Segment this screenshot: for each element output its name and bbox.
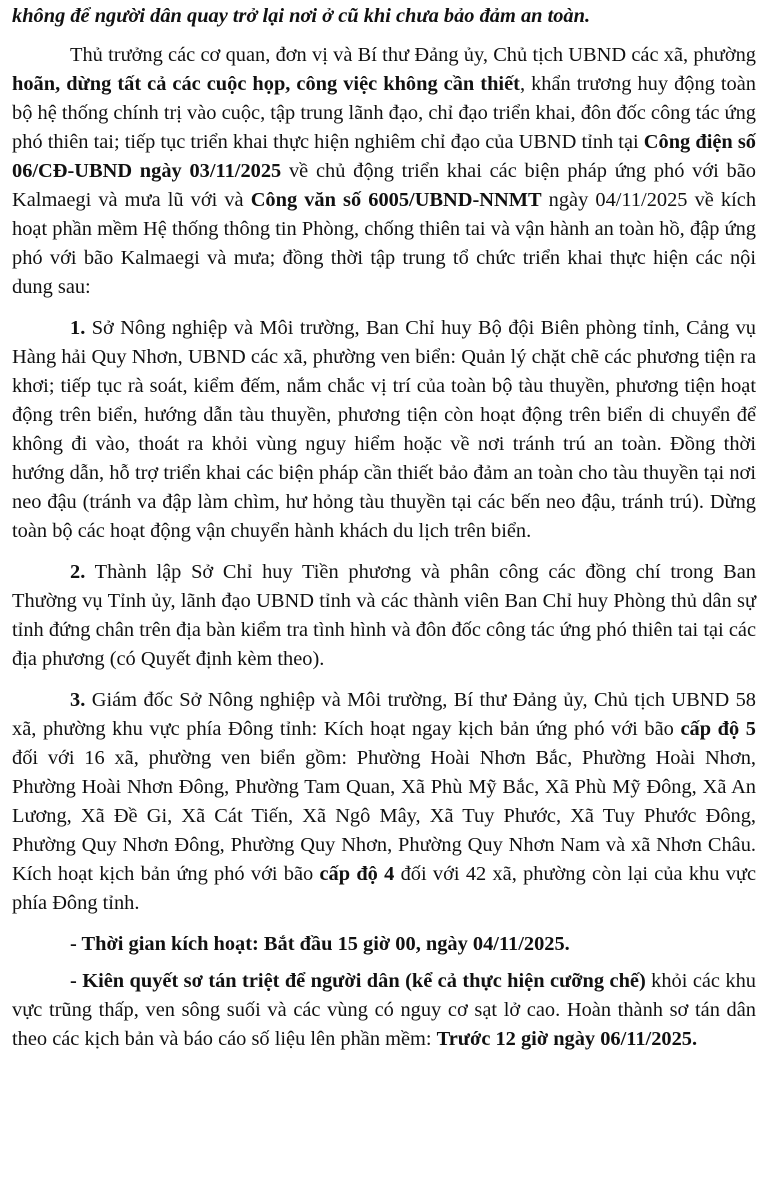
intro-bold-1: hoãn, dừng tất cả các cuộc họp, công việc không cần thiết — [12, 73, 520, 95]
intro-text-2: , khẩn trương huy động toàn bộ hệ thống chính trị vào cuộc, tập trung lãnh đạo, chỉ đạo triển khai, đôn đốc công tác ứng phó thiên tai; tiếp tục triển khai thực hiện nghiêm chỉ đạo của UBND tỉnh tại — [12, 73, 756, 153]
item-3-text-2: đối với 16 xã, phường ven biển gồm: Phường Hoài Nhơn Bắc, Phường Hoài Nhơn, Phường Hoài Nhơn Đông, Phường Tam Quan, Xã Phù Mỹ Bắc, Xã Phù Mỹ Đông, Xã An Lương, Xã Đề Gi, Xã Cát Tiến, Xã Ngô Mây, Xã Tuy Phước, Xã Tuy Phước Đông, Phường Quy Nhơn Đông, Phường Quy Nhơn, Phường Quy Nhơn Nam và xã Nhơn Châu. Kích hoạt kịch bản ứng phó với bão — [12, 747, 756, 885]
evacuation-deadline: Trước 12 giờ ngày 06/11/2025. — [436, 1028, 698, 1050]
activation-time-text: - Thời gian kích hoạt: Bắt đầu 15 giờ 00, ngày 04/11/2025. — [70, 933, 570, 955]
item-2-text: Thành lập Sở Chỉ huy Tiền phương và phân công các đồng chí trong Ban Thường vụ Tỉnh ủy, lãnh đạo UBND tỉnh và các thành viên Ban Chỉ huy Phòng thủ dân sự tỉnh đứng chân trên địa bàn kiểm tra tình hình và đôn đốc công tác ứng phó thiên tai tại các địa phương (có Quyết định kèm theo). — [12, 561, 756, 670]
paragraph-item-3 — [12, 686, 756, 918]
intro-bold-3: Công văn số 6005/UBND-NNMT — [250, 189, 542, 211]
item-3-bold-1: cấp độ 5 — [680, 718, 757, 740]
evacuation-text: khỏi các khu vực trũng thấp, ven sông suối và các vùng có nguy cơ sạt lở cao. Hoàn thành sơ tán dân theo các kịch bản và báo cáo số liệu lên phần mềm: — [12, 970, 756, 1050]
item-3-text-1: Giám đốc Sở Nông nghiệp và Môi trường, Bí thư Đảng ủy, Chủ tịch UBND 58 xã, phường khu vực phía Đông tỉnh: Kích hoạt ngay kịch bản ứng phó với bão — [12, 689, 756, 740]
item-1-text: Sở Nông nghiệp và Môi trường, Ban Chỉ huy Bộ đội Biên phòng tỉnh, Cảng vụ Hàng hải Quy Nhơn, UBND các xã, phường ven biển: Quản lý chặt chẽ các phương tiện ra khơi; tiếp tục rà soát, kiểm đếm, nắm chắc vị trí của toàn bộ tàu thuyền, phương tiện hoạt động trên biển, hướng dẫn tàu thuyền, phương tiện còn hoạt động trên biển di chuyển để không đi vào, thoát ra khỏi vùng nguy hiểm hoặc về nơi tránh trú an toàn. Đồng thời hướng dẫn, hỗ trợ triển khai các biện pháp cần thiết bảo đảm an toàn cho tàu thuyền tại nơi neo đậu (tránh va đập làm chìm, hư hỏng tàu thuyền tại các bến neo đậu, tránh trú). Dừng toàn bộ các hoạt động vận chuyển hành khách du lịch trên biển. — [12, 317, 756, 542]
item-3-number: 3. — [70, 689, 86, 711]
item-1-number: 1. — [70, 317, 86, 339]
evacuation-bold-1: - Kiên quyết sơ tán triệt để người dân (kể cả thực hiện cưỡng chế) — [70, 970, 646, 992]
intro-text-3: về chủ động triển khai các biện pháp ứng phó với bão Kalmaegi và mưa lũ với và — [12, 160, 757, 211]
intro-text-1: Thủ trưởng các cơ quan, đơn vị và Bí thư Đảng ủy, Chủ tịch UBND các xã, phường — [70, 44, 756, 66]
continuation-text: không để người dân quay trở lại nơi ở cũ khi chưa bảo đảm an toàn. — [12, 5, 591, 27]
paragraph-activation-time — [12, 930, 756, 959]
paragraph-continuation — [12, 2, 756, 31]
paragraph-item-2 — [12, 558, 756, 674]
item-2-number: 2. — [70, 561, 86, 583]
paragraph-item-1 — [12, 314, 756, 546]
item-3-bold-2: cấp độ 4 — [319, 863, 395, 885]
paragraph-directive-intro — [12, 41, 756, 302]
intro-bold-2: Công điện số 06/CĐ-UBND ngày 03/11/2025 — [12, 131, 756, 182]
intro-text-4: ngày 04/11/2025 về kích hoạt phần mềm Hệ thống thông tin Phòng, chống thiên tai và vận hành an toàn hồ, đập ứng phó với bão Kalmaegi và mưa; đồng thời tập trung tổ chức triển khai thực hiện các nội dung sau: — [12, 189, 757, 298]
item-3-text-3: đối với 42 xã, phường còn lại của khu vực phía Đông tỉnh. — [12, 863, 757, 914]
paragraph-evacuation — [12, 967, 756, 1054]
